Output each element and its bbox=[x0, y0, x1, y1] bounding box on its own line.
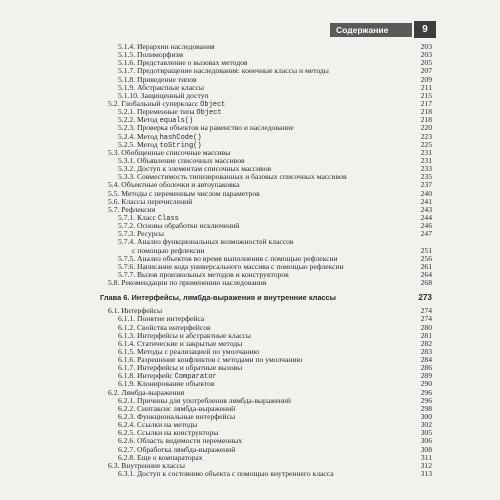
toc-entry-page: 289 bbox=[420, 371, 432, 381]
toc-entry-page: 246 bbox=[420, 221, 432, 231]
toc-entry-number: 5.2.3. bbox=[118, 123, 137, 133]
toc-entry-title: Анализ объектов во время выполнения с помощью рефлексии bbox=[136, 253, 338, 263]
toc-entry-number: 5.1.6. bbox=[118, 58, 137, 68]
toc-entry-number: 5.2.2. bbox=[118, 115, 137, 125]
toc-entry-page: 286 bbox=[420, 363, 432, 373]
toc-entry-page: 211 bbox=[420, 82, 432, 92]
toc-entry-title: Классы перечислений bbox=[121, 196, 193, 206]
toc-entry-number: 6.3. bbox=[108, 460, 122, 470]
toc-entry-number: 5.7.5. bbox=[118, 253, 137, 263]
toc-entry-title: Полиморфизм bbox=[136, 50, 184, 60]
toc-entry-number: 5.2.5. bbox=[118, 139, 137, 149]
toc-entry-title: Обобщенные списочные массивы bbox=[121, 147, 231, 157]
toc-entry-number: 5.7.4. bbox=[118, 237, 137, 247]
toc-entry-title: Ссылки на конструкторы bbox=[136, 428, 219, 438]
toc-entry-page: 218 bbox=[420, 115, 432, 125]
toc-entry-page: 203 bbox=[420, 42, 432, 51]
toc-entry-title: Причины для употребления лямбда-выражений bbox=[136, 395, 291, 405]
toc-entry-page: 256 bbox=[420, 253, 432, 263]
toc-entry-title: Синтаксис лямбда-выражений bbox=[136, 403, 236, 413]
toc-entry-title: Представление о вызовах методов bbox=[136, 58, 248, 68]
toc-entry-title: Область видимости переменных bbox=[136, 436, 243, 446]
toc-entry-title: Понятие интерфейса bbox=[136, 314, 205, 324]
toc-entry-page: 261 bbox=[420, 261, 432, 271]
toc-entry-page: 241 bbox=[420, 196, 432, 206]
toc-entry-number: 5.2. bbox=[108, 98, 122, 108]
toc-entry-page: 203 bbox=[420, 50, 432, 60]
toc-entry-page: 280 bbox=[420, 322, 432, 332]
toc-entry-number: 5.7.1. bbox=[118, 212, 137, 222]
toc-entry bbox=[100, 279, 432, 287]
toc-entry-page: 247 bbox=[420, 229, 432, 239]
toc-entry-title: Рекомендации по применению наследования bbox=[121, 278, 267, 288]
toc-entry-page: 274 bbox=[420, 306, 432, 316]
toc-entry-number: 5.3.2. bbox=[118, 164, 137, 174]
toc-entry-page: 302 bbox=[420, 420, 432, 430]
toc-entry-number: 5.4. bbox=[108, 180, 122, 190]
toc-entry-code: hashCode() bbox=[159, 133, 202, 142]
toc-entry-page: 205 bbox=[420, 58, 432, 68]
toc-entry-page: 237 bbox=[420, 180, 432, 190]
toc-entry-number: 5.3.1. bbox=[118, 155, 137, 165]
toc-entry-title: Класс bbox=[136, 212, 158, 222]
toc-entry-title: Анализ функциональных возможностей классов bbox=[136, 237, 294, 247]
toc-entry-number: 6.1.5. bbox=[118, 346, 137, 356]
toc-entry-page: 284 bbox=[420, 355, 432, 365]
toc-entry-title: Совместимость типизированных и базовых списочных массивов bbox=[136, 172, 347, 182]
toc-entry-number: 6.3.1. bbox=[118, 469, 137, 479]
toc-entry-page: 268 bbox=[420, 278, 432, 288]
toc-entry-page: 215 bbox=[420, 90, 432, 100]
toc-entry-number: 5.1.4. bbox=[118, 42, 137, 51]
toc-entry-title: Доступ к элементам списочных массивов bbox=[136, 164, 272, 174]
toc-entry-number: 6.1. bbox=[108, 306, 122, 316]
toc-entry-title: Проверка объектов на равенство и наследование bbox=[136, 123, 294, 133]
toc-entry-title: Статические и закрытые методы bbox=[136, 338, 243, 348]
toc-entry-page: 281 bbox=[420, 330, 432, 340]
toc-entry-title: Внутренние классы bbox=[121, 460, 185, 470]
toc-entry-page: 273 bbox=[418, 293, 432, 303]
toc-entry-number: 6.2. bbox=[108, 387, 122, 397]
toc-entry-page: 282 bbox=[420, 338, 432, 348]
toc-entry-page: 274 bbox=[420, 314, 432, 324]
toc-entry-code: Comparator bbox=[174, 373, 217, 382]
toc-entry-page: 217 bbox=[420, 98, 432, 108]
toc-entry-title: Объектные оболочки и автоупаковка bbox=[121, 180, 240, 190]
toc-entry-title: Абстрактные классы bbox=[136, 82, 204, 92]
toc-entry-title: Ресурсы bbox=[136, 229, 165, 239]
toc-entry-page: 207 bbox=[420, 66, 432, 76]
toc-entry-title: Ссылки на методы bbox=[136, 420, 198, 430]
toc-entry-page: 305 bbox=[420, 428, 432, 438]
toc-entry-number: 5.2.1. bbox=[118, 107, 137, 117]
toc-entry-number: 5.1.5. bbox=[118, 50, 137, 60]
toc-entry-number: 6.2.6. bbox=[118, 436, 137, 446]
toc-entry-number: 6.1.2. bbox=[118, 322, 137, 332]
toc-entry-number: 5.5. bbox=[108, 188, 122, 198]
toc-entry-number: 6.1.3. bbox=[118, 330, 137, 340]
toc-entry-title: Рефлексия bbox=[121, 204, 156, 214]
toc-entry-page: 300 bbox=[420, 412, 432, 422]
toc-entry-number: 5.1.7. bbox=[118, 66, 137, 76]
toc-entry-title: Доступ к состоянию объекта с помощью внутреннего класса bbox=[136, 469, 334, 479]
toc-entry-title: Предотвращение наследования: конечные классы и методы bbox=[136, 66, 329, 76]
toc-entry-title: с помощью рефлексии bbox=[132, 245, 205, 255]
toc-entry-title: Клонирование объектов bbox=[136, 379, 215, 389]
toc-entry-title: Интерфейсы и обратные вызовы bbox=[136, 363, 243, 373]
toc-entry-number: 5.1.8. bbox=[118, 74, 137, 84]
toc-entry-code: equals() bbox=[159, 117, 194, 126]
toc-entry-title: Глобальный суперкласс bbox=[121, 98, 201, 108]
page-number: 9 bbox=[414, 21, 436, 38]
toc-entry-number: 6.2.8. bbox=[118, 452, 137, 462]
toc-entry bbox=[100, 470, 432, 478]
toc-entry-page: 220 bbox=[420, 123, 432, 133]
toc-entry-number: 5.1.9. bbox=[118, 82, 137, 92]
toc-entry-title: Лямбда-выражения bbox=[121, 387, 185, 397]
toc-entry-page: 296 bbox=[420, 395, 432, 405]
toc-entry-title: Написание кода универсального массива с помощью рефлексии bbox=[136, 261, 344, 271]
toc-entry-number: 5.7.2. bbox=[118, 221, 137, 231]
toc-entry-number: 5.8. bbox=[108, 278, 122, 288]
toc-entry-page: 244 bbox=[420, 212, 432, 222]
toc-entry-page: 290 bbox=[420, 379, 432, 389]
table-of-contents bbox=[100, 43, 432, 478]
toc-entry-page: 209 bbox=[420, 74, 432, 84]
toc-entry-number: 6.2.1. bbox=[118, 395, 137, 405]
toc-entry-title: Интерфейс bbox=[136, 371, 175, 381]
toc-entry-number: 5.3.3. bbox=[118, 172, 137, 182]
toc-entry-number: 5.7.6. bbox=[118, 261, 137, 271]
toc-entry-number: 5.7.3. bbox=[118, 229, 137, 239]
toc-entry-number: 5.7.7. bbox=[118, 269, 137, 279]
toc-entry-page: 306 bbox=[420, 436, 432, 446]
toc-entry-number: 6.1.9. bbox=[118, 379, 137, 389]
toc-entry-title: Защищенный доступ bbox=[140, 90, 209, 100]
toc-entry-page: 296 bbox=[420, 387, 432, 397]
toc-entry-page: 223 bbox=[420, 131, 432, 141]
toc-entry-page: 243 bbox=[420, 204, 432, 214]
toc-entry-number: 5.2.4. bbox=[118, 131, 137, 141]
toc-entry-page: 251 bbox=[420, 245, 432, 255]
toc-entry-title: Еще о компараторах bbox=[136, 452, 203, 462]
toc-entry-page: 313 bbox=[420, 469, 432, 479]
toc-entry-number: 6.1.6. bbox=[118, 355, 137, 365]
toc-entry-page: 231 bbox=[420, 155, 432, 165]
toc-entry-number: 6.1.4. bbox=[118, 338, 137, 348]
toc-entry-title: Метод bbox=[136, 115, 160, 125]
toc-entry-number: 6.2.4. bbox=[118, 420, 137, 430]
toc-entry-code: Class bbox=[157, 214, 179, 223]
toc-chapter-heading bbox=[100, 292, 432, 304]
toc-entry-title: Разрешение конфликтов с методами по умолчанию bbox=[136, 355, 303, 365]
toc-entry-page: 235 bbox=[420, 172, 432, 182]
toc-entry-number: 6.1.7. bbox=[118, 363, 137, 373]
toc-entry-title: Метод bbox=[136, 131, 160, 141]
toc-entry-title: Вызов произвольных методов и конструкторов bbox=[136, 269, 289, 279]
toc-entry-title: Свойства интерфейсов bbox=[136, 322, 211, 332]
toc-entry-number: 6.1.1. bbox=[118, 314, 137, 324]
toc-entry-title: Интерфейсы и абстрактные классы bbox=[136, 330, 251, 340]
toc-entry-title: Метод bbox=[136, 139, 160, 149]
toc-entry-page: 298 bbox=[420, 403, 432, 413]
toc-entry-page: 311 bbox=[420, 452, 432, 462]
toc-entry-title: Основы обработки исключений bbox=[136, 221, 240, 231]
toc-entry-title: Объявление списочных массивов bbox=[136, 155, 245, 165]
toc-entry-title: Методы с реализацией по умолчанию bbox=[136, 346, 260, 356]
toc-entry-page: 240 bbox=[420, 188, 432, 198]
toc-entry-page: 312 bbox=[420, 460, 432, 470]
toc-entry-number: 6.1.8. bbox=[118, 371, 137, 381]
section-title: Содержание bbox=[330, 23, 412, 37]
toc-entry-title: Иерархии наследования bbox=[136, 42, 215, 51]
toc-entry-number: 6.2.5. bbox=[118, 428, 137, 438]
toc-entry-code: Object bbox=[196, 109, 222, 118]
toc-entry-code: toString() bbox=[159, 141, 202, 150]
toc-entry-number: 5.7. bbox=[108, 204, 122, 214]
toc-entry-title: Функциональные интерфейсы bbox=[136, 412, 236, 422]
toc-entry-code: Object bbox=[200, 100, 226, 109]
toc-entry-page: 264 bbox=[420, 269, 432, 279]
toc-entry-number: 6.2.2. bbox=[118, 403, 137, 413]
toc-entry-number: 6.2.3. bbox=[118, 412, 137, 422]
toc-entry-page: 225 bbox=[420, 139, 432, 149]
toc-entry-page: 308 bbox=[420, 444, 432, 454]
toc-entry-title: Обработка лямбда-выражений bbox=[136, 444, 236, 454]
toc-entry-title: Методы с переменным числом параметров bbox=[121, 188, 260, 198]
toc-entry-title: Переменные типа bbox=[136, 107, 197, 117]
toc-entry-page: 218 bbox=[420, 107, 432, 117]
toc-entry-number: 5.3. bbox=[108, 147, 122, 157]
toc-entry-page: 283 bbox=[420, 346, 432, 356]
toc-entry-page: 233 bbox=[420, 164, 432, 174]
toc-entry-page: 231 bbox=[420, 147, 432, 157]
toc-entry-title: Интерфейсы bbox=[121, 306, 163, 316]
toc-entry-title: Приведение типов bbox=[136, 74, 197, 84]
toc-entry-number: 6.2.7. bbox=[118, 444, 137, 454]
toc-entry-title: Глава 6. Интерфейсы, лямбда-выражения и внутренние классы bbox=[100, 293, 336, 303]
toc-entry-number: 5.6. bbox=[108, 196, 122, 206]
toc-entry-number: 5.1.10. bbox=[118, 90, 141, 100]
